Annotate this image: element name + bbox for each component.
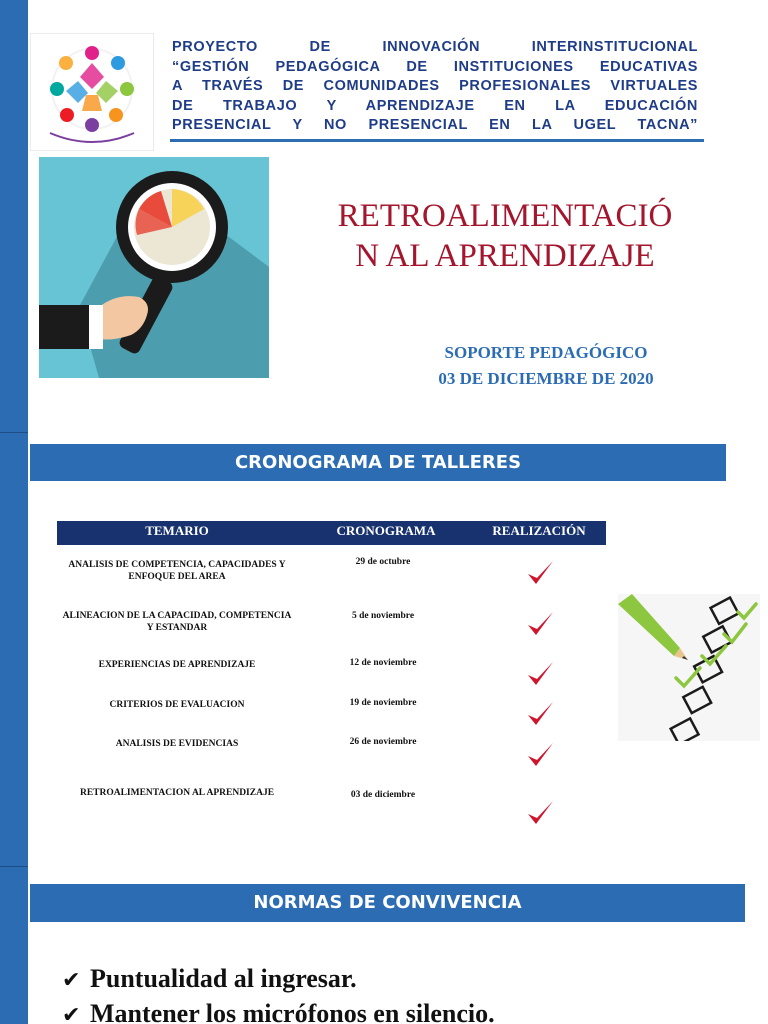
project-title-line: PROYECTO DE INNOVACIÓN INTERINSTITUCIONAL <box>172 39 698 55</box>
title-divider <box>170 139 704 142</box>
project-title-line: PRESENCIAL Y NO PRESENCIAL EN LA UGEL TACNA” <box>172 117 698 133</box>
row-topic: EXPERIENCIAS DE APRENDIZAJE <box>98 660 256 670</box>
page-title-line: N AL APRENDIZAJE <box>355 238 655 274</box>
project-title-line: A TRAVÉS DE COMUNIDADES PROFESIONALES VIRTUALES <box>172 78 698 94</box>
check-icon <box>525 660 555 690</box>
norms-list <box>62 962 752 1024</box>
row-date: 03 de diciembre <box>350 790 416 800</box>
page-title-line: RETROALIMENTACIÓ <box>337 198 673 234</box>
project-title-line: “GESTIÓN PEDAGÓGICA DE INSTITUCIONES EDUCATIVAS <box>172 58 698 75</box>
row-topic: CRITERIOS DE EVALUACION <box>109 700 245 710</box>
page-title <box>300 196 710 276</box>
row-date: 19 de noviembre <box>349 698 417 708</box>
norm-text: Puntualidad al ingresar. <box>90 964 357 993</box>
schedule-banner: CRONOGRAMA DE TALLERES <box>30 444 726 481</box>
check-icon <box>525 559 555 589</box>
session-info <box>380 340 712 392</box>
norm-text: Mantener los micrófonos en silencio. <box>90 999 495 1024</box>
row-topic: ANALISIS DE EVIDENCIAS <box>115 739 239 749</box>
schedule-table-header <box>57 521 606 545</box>
row-date: 12 de noviembre <box>349 658 417 668</box>
session-date: 03 DE DICIEMBRE DE 2020 <box>438 369 654 388</box>
row-date: 5 de noviembre <box>351 611 415 621</box>
row-date: 29 de octubre <box>355 557 411 567</box>
row-topic: ANALISIS DE COMPETENCIA, CAPACIDADES Y ENFOQUE DEL AREA <box>68 560 286 582</box>
left-accent-bar <box>0 0 28 1024</box>
project-logo-icon <box>30 33 154 151</box>
header-cronograma: CRONOGRAMA <box>336 523 436 538</box>
bar-divider <box>0 432 28 433</box>
list-item <box>62 962 752 997</box>
bar-divider <box>0 866 28 867</box>
row-topic: RETROALIMENTACION AL APRENDIZAJE <box>79 788 275 798</box>
support-label: SOPORTE PEDAGÓGICO <box>444 343 648 362</box>
header-realizacion: REALIZACIÓN <box>492 523 586 538</box>
check-icon <box>525 741 555 771</box>
project-title <box>172 38 698 136</box>
project-title-line: DE TRABAJO Y APRENDIZAJE EN LA EDUCACIÓN <box>172 97 698 114</box>
magnifying-glass-icon <box>39 157 269 378</box>
list-item <box>62 997 752 1024</box>
norms-banner: NORMAS DE CONVIVENCIA <box>30 884 745 922</box>
check-icon <box>525 610 555 640</box>
checklist-pencil-icon <box>618 594 760 741</box>
header-temario: TEMARIO <box>145 523 209 538</box>
check-icon <box>525 799 555 829</box>
check-icon: ✔ <box>62 968 81 993</box>
row-topic: ALINEACION DE LA CAPACIDAD, COMPETENCIA Y ESTANDAR <box>62 611 292 633</box>
check-icon: ✔ <box>62 1003 81 1024</box>
check-icon <box>525 700 555 730</box>
row-date: 26 de noviembre <box>349 737 417 747</box>
